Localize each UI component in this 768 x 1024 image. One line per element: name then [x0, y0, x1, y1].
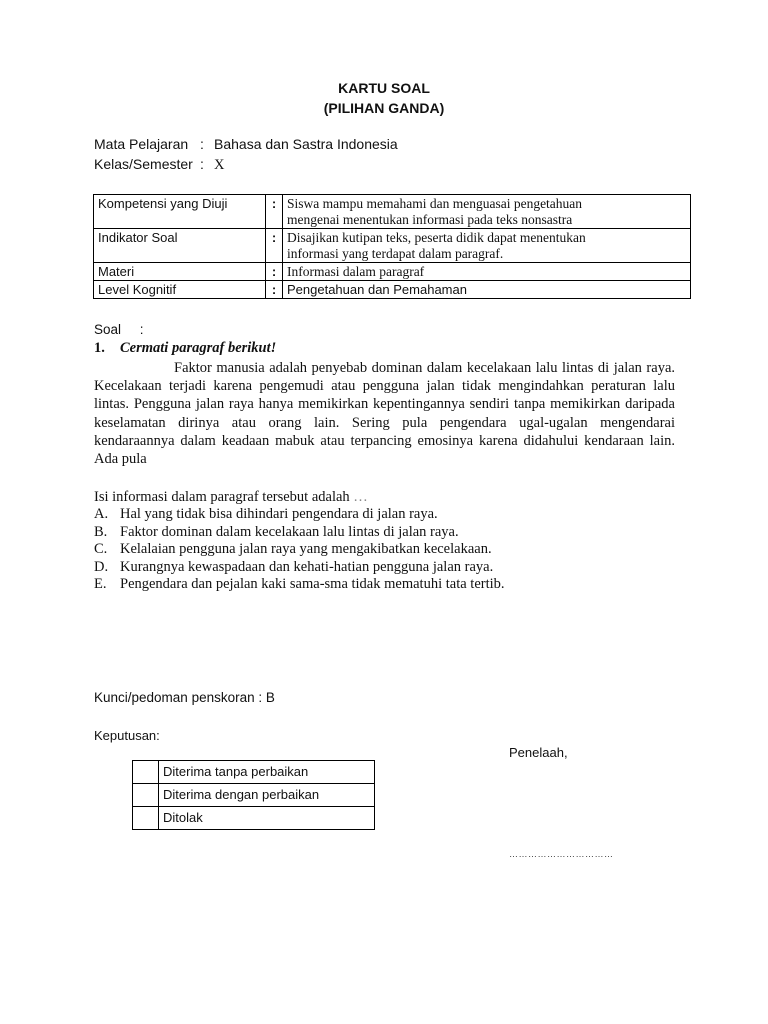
- subject-row: [94, 134, 398, 154]
- card-title-block: [0, 78, 768, 118]
- answer-option: [94, 559, 505, 577]
- soal-label: Soal :: [94, 322, 144, 337]
- competency-table: [93, 194, 691, 299]
- answer-key: Kunci/pedoman penskoran : B: [94, 690, 275, 705]
- class-label: Kelas/Semester: [94, 156, 193, 172]
- question-stem-text: Isi informasi dalam paragraf tersebut adalah: [94, 489, 350, 505]
- option-text: Kelalaian pengguna jalan raya yang mengakibatkan kecelakaan.: [120, 541, 492, 558]
- option-text: Kurangnya kewaspadaan dan kehati-hatian pengguna jalan raya.: [120, 558, 494, 575]
- decision-option: Diterima tanpa perbaikan: [159, 761, 375, 784]
- row-value-line: Disajikan kutipan teks, peserta didik dapat menentukan: [287, 230, 586, 245]
- answer-option: [94, 524, 505, 542]
- subject-colon: :: [200, 136, 204, 152]
- table-row: [133, 761, 375, 784]
- option-letter: D.: [94, 558, 109, 575]
- answer-option: [94, 541, 505, 559]
- subject-label: Mata Pelajaran: [94, 136, 189, 152]
- option-text: Faktor dominan dalam kecelakaan lalu lintas di jalan raya.: [120, 523, 459, 540]
- question-stem: [94, 489, 368, 506]
- row-value: [283, 195, 691, 229]
- row-label: Level Kognitif: [94, 281, 266, 299]
- card-subtitle: (PILIHAN GANDA): [323, 100, 445, 116]
- option-letter: B.: [94, 523, 108, 540]
- table-row: [94, 281, 691, 299]
- decision-checkbox[interactable]: [133, 784, 159, 807]
- question-stem-dots: …: [353, 489, 368, 505]
- table-row: [133, 784, 375, 807]
- decision-option: Diterima dengan perbaikan: [159, 784, 375, 807]
- decision-option: Ditolak: [159, 807, 375, 830]
- answer-options: [94, 506, 505, 594]
- question-number: 1.: [94, 340, 105, 356]
- question-instruction: Cermati paragraf berikut!: [120, 340, 277, 356]
- table-row: [133, 807, 375, 830]
- table-row: [94, 263, 691, 281]
- row-value-line: Siswa mampu memahami dan menguasai pengetahuan: [287, 196, 583, 211]
- card-title: KARTU SOAL: [338, 80, 430, 96]
- option-letter: E.: [94, 576, 107, 593]
- row-value: Pengetahuan dan Pemahaman: [283, 281, 691, 299]
- row-label: Kompetensi yang Diuji: [94, 195, 266, 229]
- question-heading: [94, 340, 276, 357]
- row-label: Materi: [94, 263, 266, 281]
- reviewer-label: Penelaah,: [509, 745, 568, 760]
- table-row: [94, 229, 691, 263]
- subject-info: [94, 134, 398, 174]
- option-letter: C.: [94, 541, 108, 558]
- decision-checkbox[interactable]: [133, 761, 159, 784]
- class-row: [94, 154, 398, 174]
- option-text: Hal yang tidak bisa dihindari pengendara di jalan raya.: [120, 506, 438, 522]
- row-colon: :: [266, 229, 283, 263]
- row-value-line: mengenai menentukan informasi pada teks nonsastra: [287, 212, 573, 227]
- answer-option: [94, 576, 505, 594]
- reading-paragraph: Faktor manusia adalah penyebab dominan dalam kecelakaan lalu lintas di jalan raya. Kecelakaan terjadi karena pengemudi atau pengguna jalan tidak mengindahkan peraturan lalu lintas. Pengguna jalan raya hanya memikirkan kepentingannya sendiri tanpa memikirkan daripada keselamatan dirinya atau orang lain. Sering pula pengendara ugal-ugalan mengendarai kendaraannya dalam keadaan mabuk atau terpancing emosinya karena didahului kendaraan lain. Ada pula: [94, 360, 675, 468]
- answer-option: [94, 506, 505, 524]
- decision-label: Keputusan:: [94, 728, 160, 743]
- row-label: Indikator Soal: [94, 229, 266, 263]
- class-value: X: [214, 157, 225, 173]
- row-colon: :: [266, 195, 283, 229]
- option-letter: A.: [94, 506, 109, 522]
- row-value-line: informasi yang terdapat dalam paragraf.: [287, 246, 504, 261]
- row-value: Informasi dalam paragraf: [283, 263, 691, 281]
- decision-checkbox[interactable]: [133, 807, 159, 830]
- row-colon: :: [266, 281, 283, 299]
- option-text: Pengendara dan pejalan kaki sama-sma tidak mematuhi tata tertib.: [120, 576, 505, 593]
- row-colon: :: [266, 263, 283, 281]
- signature-line: ……………………………: [509, 849, 614, 859]
- subject-value: Bahasa dan Sastra Indonesia: [214, 136, 398, 152]
- row-value: [283, 229, 691, 263]
- class-colon: :: [200, 156, 204, 172]
- table-row: [94, 195, 691, 229]
- decision-table: [132, 760, 375, 830]
